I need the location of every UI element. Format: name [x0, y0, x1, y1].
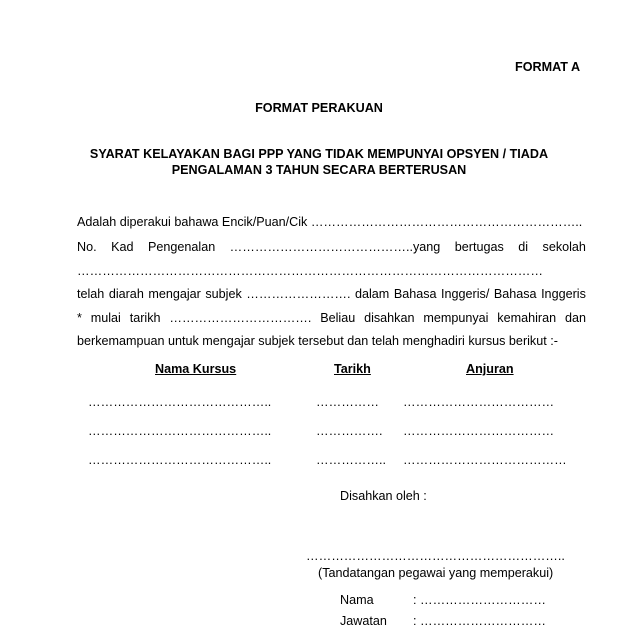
word: Bahasa [493, 287, 537, 301]
body-line-3: ………………………………………………………………………………………………… [77, 264, 543, 278]
word: disahkan [364, 311, 415, 325]
word: ……………………………………..yang [229, 240, 441, 254]
word: ……………………. [246, 287, 351, 301]
signature-line: …………………………………………………….. [306, 549, 565, 563]
table-cell-date-2: ……………. [316, 424, 383, 438]
signature-caption: (Tandatangan pegawai yang memperakui) [318, 566, 554, 580]
subtitle-line-1: SYARAT KELAYAKAN BAGI PPP YANG TIDAK MEMPUNYAI OPSYEN / TIADA [89, 147, 549, 161]
body-line-1: Adalah diperakui bahawa Encik/Puan/Cik ……………………………………………………….. [77, 215, 583, 229]
table-cell-date-3: …………….. [316, 453, 386, 467]
table-cell-course-1: …………………………………….. [88, 395, 272, 409]
word: diarah [108, 287, 144, 301]
table-cell-date-1: …………… [316, 395, 379, 409]
word: sekolah [542, 240, 586, 254]
word: tarikh [129, 311, 161, 325]
word: mengajar [148, 287, 201, 301]
word: Beliau [320, 311, 356, 325]
name-field-value: : ………………………… [413, 593, 546, 607]
word: kemahiran [497, 311, 557, 325]
word: mempunyai [423, 311, 489, 325]
subtitle-line-2: PENGALAMAN 3 TAHUN SECARA BERTERUSAN [171, 163, 467, 177]
word: Pengenalan [147, 240, 216, 254]
word: bertugas [454, 240, 504, 254]
word: ……………………………. [169, 311, 312, 325]
document-title: FORMAT PERAKUAN [255, 101, 383, 115]
word: Inggeris [541, 287, 586, 301]
word: Kad [111, 240, 134, 254]
name-field-label: Nama [340, 593, 374, 607]
word: dalam [355, 287, 390, 301]
body-line-6: berkemampuan untuk mengajar subjek tersebut dan telah menghadiri kursus berikut :- [77, 334, 558, 348]
table-cell-organizer-1: ……………………………… [403, 395, 555, 409]
position-field-label: Jawatan [340, 614, 387, 628]
word: mulai [90, 311, 121, 325]
approved-by-label: Disahkan oleh : [340, 489, 427, 503]
word: telah [77, 287, 105, 301]
word: di [518, 240, 529, 254]
word: No. [77, 240, 97, 254]
body-line-5 [77, 311, 586, 325]
word: * [77, 311, 82, 325]
table-header-date: Tarikh [334, 362, 371, 376]
table-cell-course-3: …………………………………….. [88, 453, 272, 467]
table-cell-course-2: …………………………………….. [88, 424, 272, 438]
format-label: FORMAT A [515, 60, 581, 74]
table-header-organizer: Anjuran [466, 362, 514, 376]
position-field-value: : ………………………… [413, 614, 546, 628]
word: dan [564, 311, 586, 325]
word: Bahasa [393, 287, 437, 301]
word: subjek [205, 287, 242, 301]
body-line-2 [77, 240, 586, 254]
body-line-4 [77, 287, 586, 301]
table-cell-organizer-2: ……………………………… [403, 424, 555, 438]
table-header-course-name: Nama Kursus [155, 362, 237, 376]
word: Inggeris/ [441, 287, 490, 301]
table-cell-organizer-3: ………………………………… [403, 453, 567, 467]
